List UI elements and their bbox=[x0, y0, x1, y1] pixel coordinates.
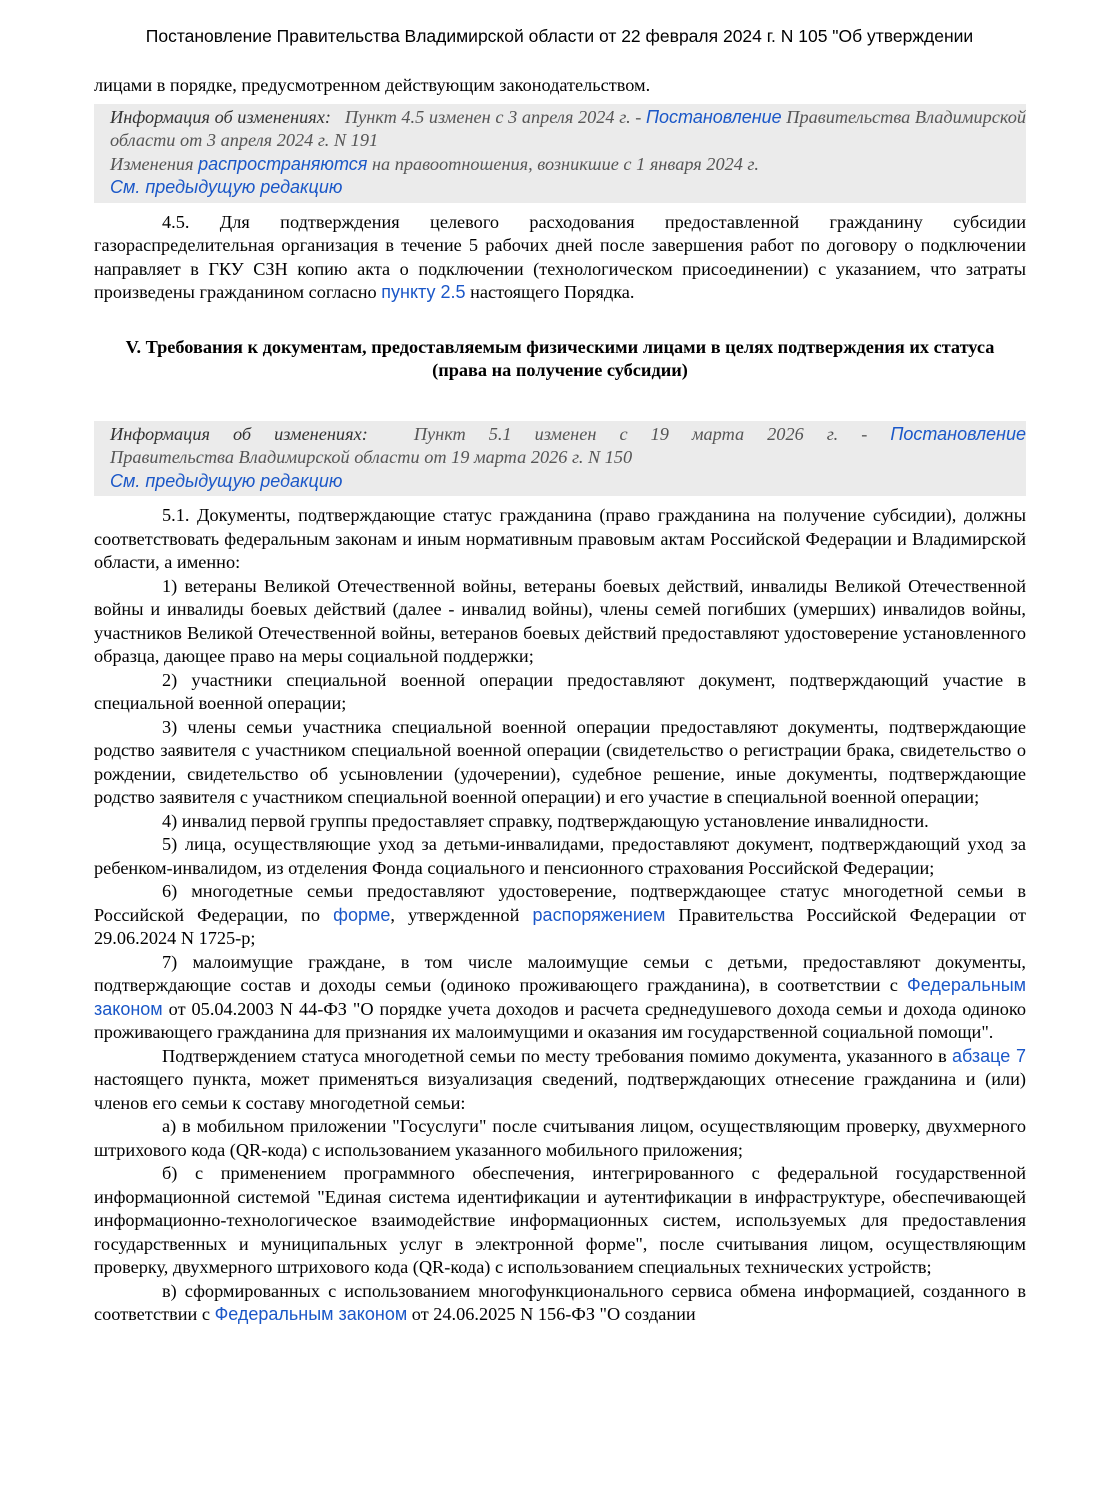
page-header: Постановление Правительства Владимирской области от 22 февраля 2024 г. N 105 "Об утверждении bbox=[145, 26, 974, 46]
subitem-v bbox=[94, 1280, 1026, 1327]
paragraph-4-5 bbox=[94, 211, 1026, 305]
subitem-b: б) с применением программного обеспечения, интегрированного с федеральной государственной информационной системой "Единая система идентификации и аутентификации в инфраструктуре, обеспечивающей информационно-технологическое взаимодействие информационных систем, используемых для предоставления государственных и муниципальных услуг в электронной форме", после считывания лицом, осуществляющим проверку, двухмерного штрихового кода (QR-кода) с использованием специальных технических устройств; bbox=[94, 1163, 1026, 1277]
subitem-a: а) в мобильном приложении "Госуслуги" после считывания лицом, осуществляющим проверку, двухмерного штрихового кода (QR-кода) с использованием указанного мобильного приложения; bbox=[94, 1116, 1026, 1160]
decree-link[interactable]: Постановление bbox=[646, 106, 782, 127]
change-info-4-5 bbox=[94, 104, 1026, 203]
item-text: от 05.04.2003 N 44-ФЗ "О порядке учета доходов и расчета среднедушевого дохода семьи и дохода одиноко проживающего гражданина для признания их малоимущими и оказания им государственной социальной помощи". bbox=[94, 998, 1026, 1042]
item-1: 1) ветераны Великой Отечественной войны, ветераны боевых действий, инвалиды Великой Отечественной войны и инвалиды боевых действий (далее - инвалид войны), члены семей погибших (умерших) инвалидов войны, участников Великой Отечественной войны, ветеранов боевых действий предоставляют удостоверение установленного образца, дающее право на меры социальной поддержки; bbox=[94, 575, 1026, 666]
change-info-heading: Информация об изменениях: bbox=[110, 423, 368, 444]
document-body bbox=[94, 74, 1026, 1327]
section-5-title: V. Требования к документам, предоставляемым физическими лицами в целях подтверждения их статуса (права на получение субсидии) bbox=[125, 336, 995, 380]
item-2: 2) участники специальной военной операции предоставляют документ, подтверждающий участие в специальной военной операции; bbox=[94, 669, 1026, 713]
change-info-text: на правоотношения, возникшие с 1 января 2024 г. bbox=[371, 153, 759, 174]
item-7 bbox=[94, 951, 1026, 1045]
change-info-text: Правительства Владимирской области от 19 марта 2026 г. N 150 bbox=[110, 447, 633, 467]
form-link[interactable]: форме bbox=[333, 904, 391, 925]
previous-edition-link[interactable]: См. предыдущую редакцию bbox=[110, 177, 343, 197]
change-info-5-1 bbox=[94, 421, 1026, 497]
federal-law-link[interactable]: Федеральным законом bbox=[214, 1304, 408, 1324]
order-link[interactable]: распоряжением bbox=[532, 904, 666, 925]
item-text: , утвержденной bbox=[390, 904, 520, 925]
change-info-line-1 bbox=[110, 423, 1026, 447]
paragraph-text: 4.5. Для подтверждения целевого расходования предоставленной гражданину субсидии газораспределительная организация в течение 5 рабочих дней после завершения работ по договору о подключении направляет в ГКУ СЗН копию акта о подключении (технологическом присоединении) с указанием, что затраты произведены гражданином согласно bbox=[94, 211, 1026, 302]
decree-link[interactable]: Постановление bbox=[890, 423, 1026, 444]
previous-edition-link[interactable]: См. предыдущую редакцию bbox=[110, 470, 343, 491]
paragraph-text: настоящего Порядка. bbox=[470, 282, 635, 302]
item-6 bbox=[94, 880, 1026, 951]
change-info-line-3 bbox=[110, 176, 1026, 200]
change-info-heading: Информация об изменениях: bbox=[110, 106, 331, 127]
item-3: 3) члены семьи участника специальной военной операции предоставляют документы, подтверждающие родство заявителя с участником специальной военной операции (свидетельство о регистрации брака, свидетельство о рождении, свидетельство об усыновлении (удочерении), судебное решение, иные документы, подтверждающие родство заявителя с участником специальной военной операции) и его участие в специальной военной операции; bbox=[94, 716, 1026, 807]
change-info-text: Правительства Владимирской области от 3 апреля 2024 г. N 191 bbox=[110, 106, 1026, 150]
federal-law-link[interactable]: Федеральным законом bbox=[94, 975, 1026, 1019]
confirmation-paragraph bbox=[94, 1045, 1026, 1116]
change-info-line-2 bbox=[110, 153, 1026, 177]
item-text: от 24.06.2025 N 156-ФЗ "О создании bbox=[411, 1304, 696, 1324]
item-text: в) сформированных с использованием многофункционального сервиса обмена информацией, созданного в соответствии с bbox=[94, 1280, 1026, 1324]
change-info-line-1 bbox=[110, 106, 1026, 153]
change-info-text: Изменения bbox=[110, 153, 194, 174]
top-line: лицами в порядке, предусмотренном действующим законодательством. bbox=[94, 75, 651, 95]
change-info-line-2 bbox=[110, 446, 1026, 470]
paragraph-5-1: 5.1. Документы, подтверждающие статус гражданина (право гражданина на получение субсидии), должны соответствовать федеральным законам и иным нормативным правовым актам Российской Федерации и Владимирской области, а именно: bbox=[94, 505, 1026, 572]
paragraph-7-link[interactable]: абзаце 7 bbox=[951, 1045, 1026, 1066]
item-4: 4) инвалид первой группы предоставляет справку, подтверждающую установление инвалидности. bbox=[162, 810, 929, 831]
applies-link[interactable]: распространяются bbox=[198, 153, 368, 174]
change-info-text: Пункт 5.1 изменен с 19 марта 2026 г. - bbox=[413, 423, 868, 444]
item-text: 7) малоимущие граждане, в том числе малоимущие семьи с детьми, предоставляют документы, подтверждающие состав и доходы семьи (одиноко проживающего гражданина), в соответствии с bbox=[94, 951, 1026, 995]
item-5: 5) лица, осуществляющие уход за детьми-инвалидами, предоставляют документ, подтверждающий уход за ребенком-инвалидом, из отделения Фонда социального и пенсионного страхования Российской Федерации; bbox=[94, 834, 1026, 878]
item-text: 6) многодетные семьи предоставляют удостоверение, подтверждающее статус многодетной семьи в Российской Федерации, по bbox=[94, 881, 1026, 925]
clause-2-5-link[interactable]: пункту 2.5 bbox=[381, 282, 466, 302]
change-info-text: Пункт 4.5 изменен с 3 апреля 2024 г. - bbox=[344, 106, 642, 127]
paragraph-text: настоящего пункта, может применяться визуализация сведений, подтверждающих отнесение гражданина и (или) членов его семьи к составу многодетной семьи: bbox=[94, 1069, 1026, 1113]
paragraph-text: Подтверждением статуса многодетной семьи по месту требования помимо документа, указанного в bbox=[162, 1045, 947, 1066]
item-text: Правительства Российской Федерации от 29.06.2024 N 1725-р; bbox=[94, 904, 1026, 948]
change-info-line-3 bbox=[110, 470, 1026, 494]
